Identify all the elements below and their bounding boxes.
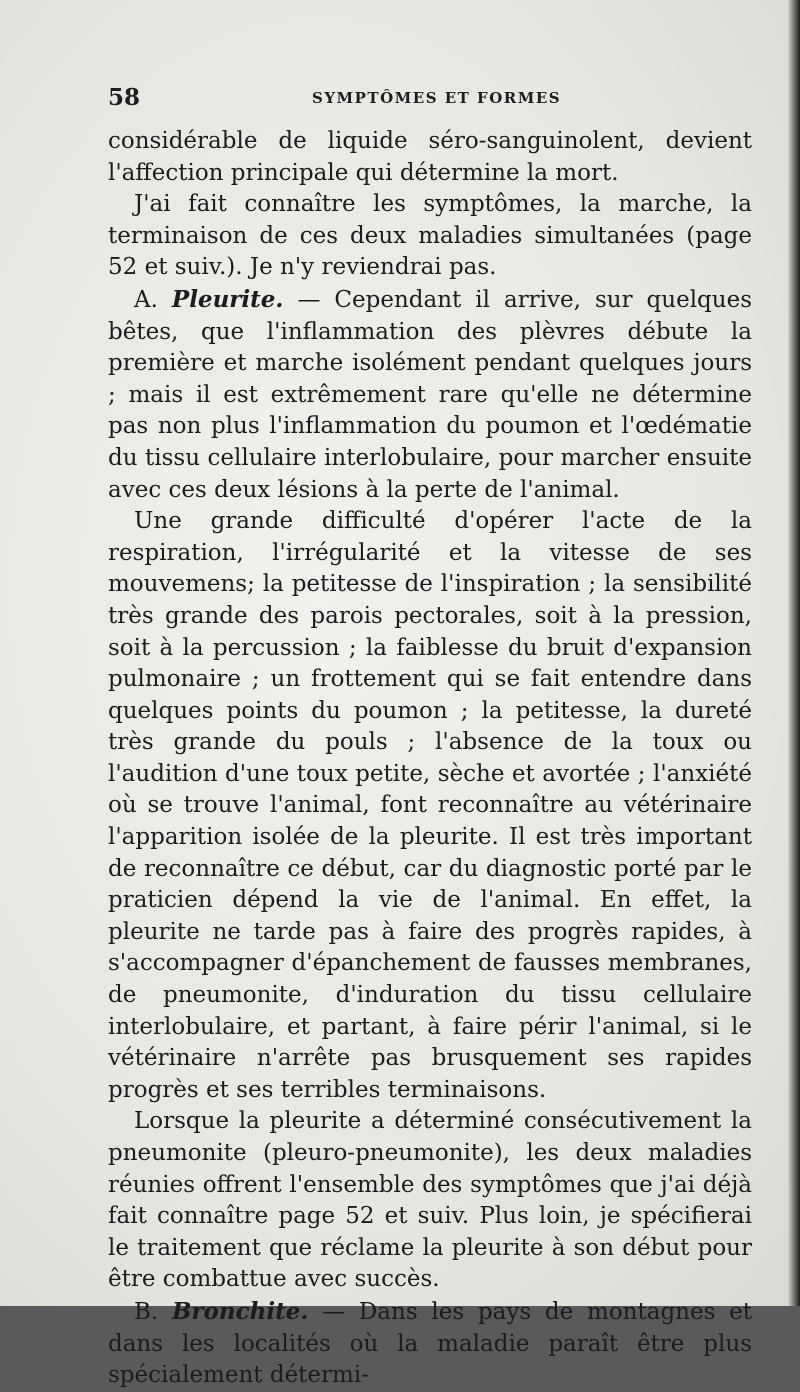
section-letter: B. [134, 1298, 159, 1325]
body-text [108, 126, 752, 1392]
paragraph-text: — Cependant il arrive, sur quelques bêtes, que l'inflammation des plèvres débute la première et marche isolément pendant quelques jours ; mais il est extrêmement rare qu'elle ne détermine pas non plus l'inflammation du poumon et l'œdématie du tissu cellulaire interlobulaire, pour marcher ensuite avec ces deux lésions à la perte de l'animal. [108, 286, 753, 503]
section-heading: Bronchite. [171, 1297, 309, 1325]
paragraph [108, 189, 752, 284]
paragraph-text: J'ai fait connaître les symptômes, la marche, la terminaison de ces deux maladies simultanées (page 52 et suiv.). Je n'y reviendrai pas. [108, 191, 752, 281]
section-heading: Pleurite. [171, 285, 284, 313]
paragraph [108, 506, 752, 1106]
running-header [108, 84, 748, 114]
running-title: SYMPTÔMES ET FORMES [312, 89, 562, 107]
section-letter: A. [134, 286, 158, 313]
paragraph-text: — Dans les pays de montagnes et dans les localités où la maladie paraît être plus spécialement détermi- [108, 1298, 753, 1389]
paragraph-continuation [108, 126, 752, 189]
section-bronchite [108, 1296, 752, 1392]
paragraph-text: Une grande difficulté d'opérer l'acte de la respiration, l'irrégularité et la vitesse de ses mouvemens; la petitesse de l'inspiration ; la sensibilité très grande des parois pectorales, soit à la pression, soit à la percussion ; la faiblesse du bruit d'expansion pulmonaire ; un frottement qui se fait entendre dans quelques points du poumon ; la petitesse, la dureté très grande du pouls ; l'absence de la toux ou l'audition d'une toux petite, sèche et avortée ; l'anxiété où se trouve l'animal, font reconnaître au vétérinaire l'apparition isolée de la pleurite. Il est très important de reconnaître ce début, car du diagnostic porté par le praticien dépend la vie de l'animal. En effet, la pleurite ne tarde pas à faire des progrès rapides, à s'accompagner d'épanchement de fausses membranes, de pneumonite, d'induration du tissu cellulaire interlobulaire, et partant, à faire périr l'animal, si le vétérinaire n'arrête pas brusquement ses rapides progrès et ses terribles terminaisons. [108, 508, 752, 1103]
paragraph [108, 1106, 752, 1296]
paragraph-text: considérable de liquide séro-sanguinolent, devient l'affection principale qui détermine la mort. [108, 128, 752, 186]
section-pleurite [108, 284, 752, 506]
page-number: 58 [108, 84, 141, 111]
paragraph-text: Lorsque la pleurite a déterminé consécutivement la pneumonite (pleuro-pneumonite), les deux maladies réunies offrent l'ensemble des symptômes que j'ai déjà fait connaître page 52 et suiv. Plus loin, je spécifierai le traitement que réclame la pleurite à son début pour être combattue avec succès. [108, 1108, 752, 1293]
page-edge-shadow [788, 0, 800, 1306]
